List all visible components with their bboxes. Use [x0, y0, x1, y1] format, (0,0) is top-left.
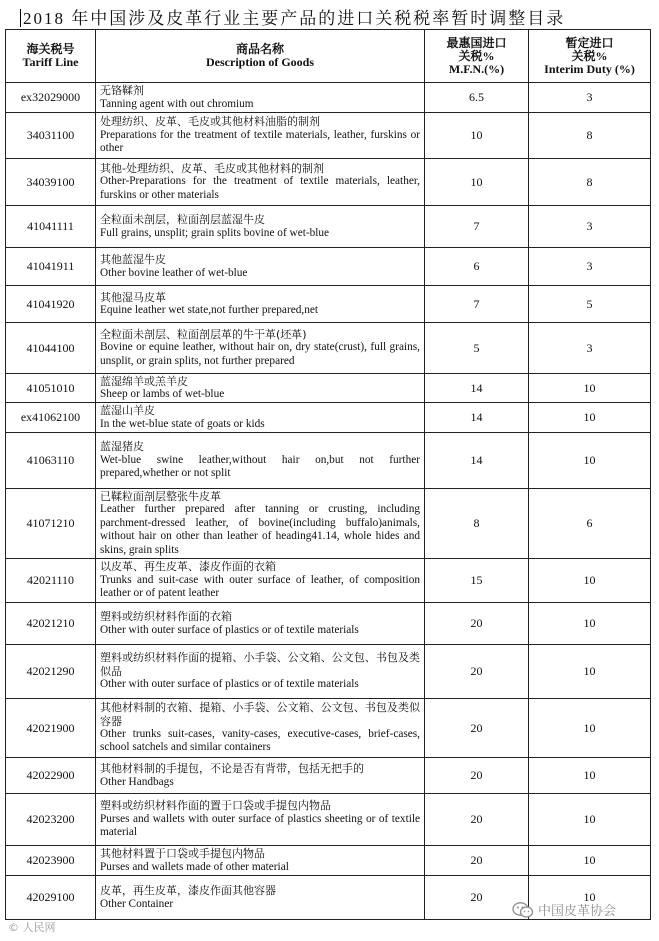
tariff-code: ex41062100: [6, 403, 96, 433]
table-row: [6, 794, 651, 846]
description-zh: 塑料或纺织材料作面的衣箱: [100, 610, 232, 624]
tariff-code: 42021210: [6, 603, 96, 645]
tariff-code: 41041111: [6, 206, 96, 248]
table-row: [6, 159, 651, 206]
wechat-icon: [512, 901, 534, 919]
header-tariff-line: 海关税号 Tariff Line: [6, 30, 96, 83]
description-zh: 皮革，再生皮革，漆皮作面其他容器: [100, 884, 276, 898]
interim-rate: 10: [529, 794, 651, 846]
tariff-code: 42021900: [6, 699, 96, 758]
goods-description: [96, 206, 425, 248]
table-row: [6, 489, 651, 559]
interim-rate: 6: [529, 489, 651, 559]
goods-description: [96, 489, 425, 559]
mfn-rate: 20: [425, 645, 529, 699]
goods-description: [96, 286, 425, 323]
goods-description: [96, 559, 425, 603]
table-header-row: [6, 30, 651, 83]
description-zh: 全粒面未剖层，粒面剖层蓝湿牛皮: [100, 213, 265, 227]
table-row: [6, 206, 651, 248]
interim-rate: 10: [529, 876, 651, 920]
description-zh: 其他材料制的手提包，不论是否有背带，包括无把手的: [100, 762, 364, 776]
goods-description: [96, 876, 425, 920]
goods-description: [96, 374, 425, 403]
watermark-right-text: 中国皮革协会: [538, 904, 617, 919]
tariff-code: 34031100: [6, 113, 96, 159]
description-zh: 已鞣粒面剖层整张牛皮革: [100, 489, 221, 503]
mfn-rate: 20: [425, 846, 529, 876]
description-en: Other with outer surface of plastics or of textile materials: [100, 623, 359, 636]
description-en: Full grains, unsplit; grain splits bovine of wet-blue: [100, 226, 330, 239]
tariff-table: [5, 29, 651, 920]
table-row: [6, 323, 651, 374]
page-title: 2018 年中国涉及皮革行业主要产品的进口关税税率暂时调整目录: [20, 4, 659, 29]
description-zh: 蓝湿猪皮: [100, 440, 144, 454]
goods-description: [96, 403, 425, 433]
tariff-code: 42022900: [6, 758, 96, 794]
description-zh: 其他湿马皮革: [100, 290, 166, 304]
tariff-code: 41051010: [6, 374, 96, 403]
interim-rate: 3: [529, 206, 651, 248]
goods-description: [96, 433, 425, 489]
description-zh: 全粒面未剖层、粒面剖层革的牛干革(坯革): [100, 327, 307, 341]
table-row: [6, 374, 651, 403]
tariff-code: 41071210: [6, 489, 96, 559]
goods-description: [96, 603, 425, 645]
mfn-rate: 14: [425, 433, 529, 489]
interim-rate: 10: [529, 433, 651, 489]
interim-rate: 10: [529, 403, 651, 433]
mfn-rate: 8: [425, 489, 529, 559]
mfn-rate: 10: [425, 159, 529, 206]
description-zh: 塑料或纺织材料作面的置于口袋或手提包内物品: [100, 799, 331, 813]
description-en: Tanning agent with out chromium: [100, 97, 254, 110]
goods-description: [96, 794, 425, 846]
table-row: [6, 699, 651, 758]
goods-description: [96, 159, 425, 206]
description-en: Purses and wallets with outer surface of plastics sheeting or of textile material: [100, 812, 420, 839]
table-row: [6, 83, 651, 113]
tariff-code: 41041920: [6, 286, 96, 323]
tariff-code: 41044100: [6, 323, 96, 374]
interim-rate: 3: [529, 83, 651, 113]
description-zh: 蓝湿绵羊或羔羊皮: [100, 374, 188, 388]
interim-rate: 10: [529, 699, 651, 758]
interim-rate: 3: [529, 323, 651, 374]
description-en: Wet-blue swine leather,without hair on,but not further prepared,whether or not split: [100, 453, 420, 480]
interim-rate: 10: [529, 374, 651, 403]
interim-rate: 5: [529, 286, 651, 323]
table-row: [6, 113, 651, 159]
table-row: [6, 248, 651, 286]
table-row: [6, 433, 651, 489]
interim-rate: 10: [529, 603, 651, 645]
interim-rate: 10: [529, 758, 651, 794]
description-zh: 其他蓝湿牛皮: [100, 253, 166, 267]
mfn-rate: 6.5: [425, 83, 529, 113]
description-en: Purses and wallets made of other material: [100, 860, 289, 873]
tariff-code: ex32029000: [6, 83, 96, 113]
mfn-rate: 5: [425, 323, 529, 374]
table-row: [6, 286, 651, 323]
description-en: Preparations for the treatment of textile materials, leather, furskins or other: [100, 128, 420, 155]
description-en: Other with outer surface of plastics or of textile materials: [100, 678, 359, 691]
description-en: Bovine or equine leather, without hair on, dry state(crust), full grains, unsplit, or grain splits, not further prepared: [100, 341, 420, 367]
table-row: [6, 403, 651, 433]
table-row: [6, 758, 651, 794]
description-zh: 其他材料制的衣箱、提箱、小手袋、公文箱、公文包、书包及类似容器: [100, 701, 420, 728]
header-description: 商品名称 Description of Goods: [96, 30, 425, 83]
goods-description: [96, 113, 425, 159]
table-body: [6, 83, 651, 920]
description-zh: 处理纺织、皮革、毛皮或其他材料油脂的制剂: [100, 115, 320, 129]
description-en: Other Handbags: [100, 775, 174, 788]
mfn-rate: 14: [425, 403, 529, 433]
tariff-code: 34039100: [6, 159, 96, 206]
interim-rate: 8: [529, 113, 651, 159]
tariff-code: 42021110: [6, 559, 96, 603]
table-row: [6, 603, 651, 645]
description-en: Other trunks suit-cases, vanity-cases, executive-cases, brief-cases, school satchels and similar containers: [100, 728, 420, 754]
goods-description: [96, 699, 425, 758]
description-zh: 其他材料置于口袋或手提包内物品: [100, 847, 265, 861]
mfn-rate: 20: [425, 876, 529, 920]
mfn-rate: 20: [425, 794, 529, 846]
description-zh: 以皮革、再生皮革、漆皮作面的衣箱: [100, 560, 276, 574]
interim-rate: 10: [529, 559, 651, 603]
description-zh: 其他-处理纺织、皮革、毛皮或其他材料的制剂: [100, 161, 324, 175]
description-en: In the wet-blue state of goats or kids: [100, 417, 265, 430]
description-en: Trunks and suit-case with outer surface of leather, of composition leather or of patent leather: [100, 573, 420, 600]
interim-rate: 10: [529, 846, 651, 876]
mfn-rate: 6: [425, 248, 529, 286]
tariff-code: 42023200: [6, 794, 96, 846]
tariff-code: 42021290: [6, 645, 96, 699]
description-zh: 塑料或纺织材料作面的提箱、小手袋、公文箱、公文包、书包及类似品: [100, 651, 420, 678]
goods-description: [96, 248, 425, 286]
goods-description: [96, 645, 425, 699]
header-interim-duty: 暂定进口 关税% Interim Duty (%): [529, 30, 651, 83]
watermark-right: [512, 900, 616, 919]
header-mfn: 最惠国进口 关税% M.F.N.(%): [425, 30, 529, 83]
table-row: [6, 559, 651, 603]
text-cursor: [20, 9, 21, 27]
tariff-code: 42023900: [6, 846, 96, 876]
watermark-left: © 人民网: [8, 921, 56, 934]
description-en: Leather further prepared after tanning or crusting, including parchment-dressed leather, of bovine(including buffalo)animals, without hair on other than leather of heading41.14, whole hides and skins, grain splits: [100, 503, 420, 556]
goods-description: [96, 758, 425, 794]
mfn-rate: 15: [425, 559, 529, 603]
interim-rate: 8: [529, 159, 651, 206]
description-zh: 无铬鞣剂: [100, 84, 144, 98]
table-row: [6, 645, 651, 699]
mfn-rate: 7: [425, 286, 529, 323]
mfn-rate: 20: [425, 758, 529, 794]
mfn-rate: 14: [425, 374, 529, 403]
description-en: Other-Preparations for the treatment of textile materials, leather, furskins or other materials: [100, 175, 420, 201]
goods-description: [96, 323, 425, 374]
description-en: Equine leather wet state,not further prepared,net: [100, 304, 318, 316]
description-en: Other bovine leather of wet-blue: [100, 266, 248, 279]
interim-rate: 10: [529, 645, 651, 699]
tariff-code: 41063110: [6, 433, 96, 489]
goods-description: [96, 846, 425, 876]
mfn-rate: 10: [425, 113, 529, 159]
description-en: Sheep or lambs of wet-blue: [100, 388, 225, 400]
goods-description: [96, 83, 425, 113]
mfn-rate: 20: [425, 603, 529, 645]
interim-rate: 3: [529, 248, 651, 286]
description-en: Other Container: [100, 897, 174, 910]
mfn-rate: 20: [425, 699, 529, 758]
tariff-code: 42029100: [6, 876, 96, 920]
mfn-rate: 7: [425, 206, 529, 248]
table-row: [6, 846, 651, 876]
description-zh: 蓝湿山羊皮: [100, 404, 155, 418]
tariff-code: 41041911: [6, 248, 96, 286]
